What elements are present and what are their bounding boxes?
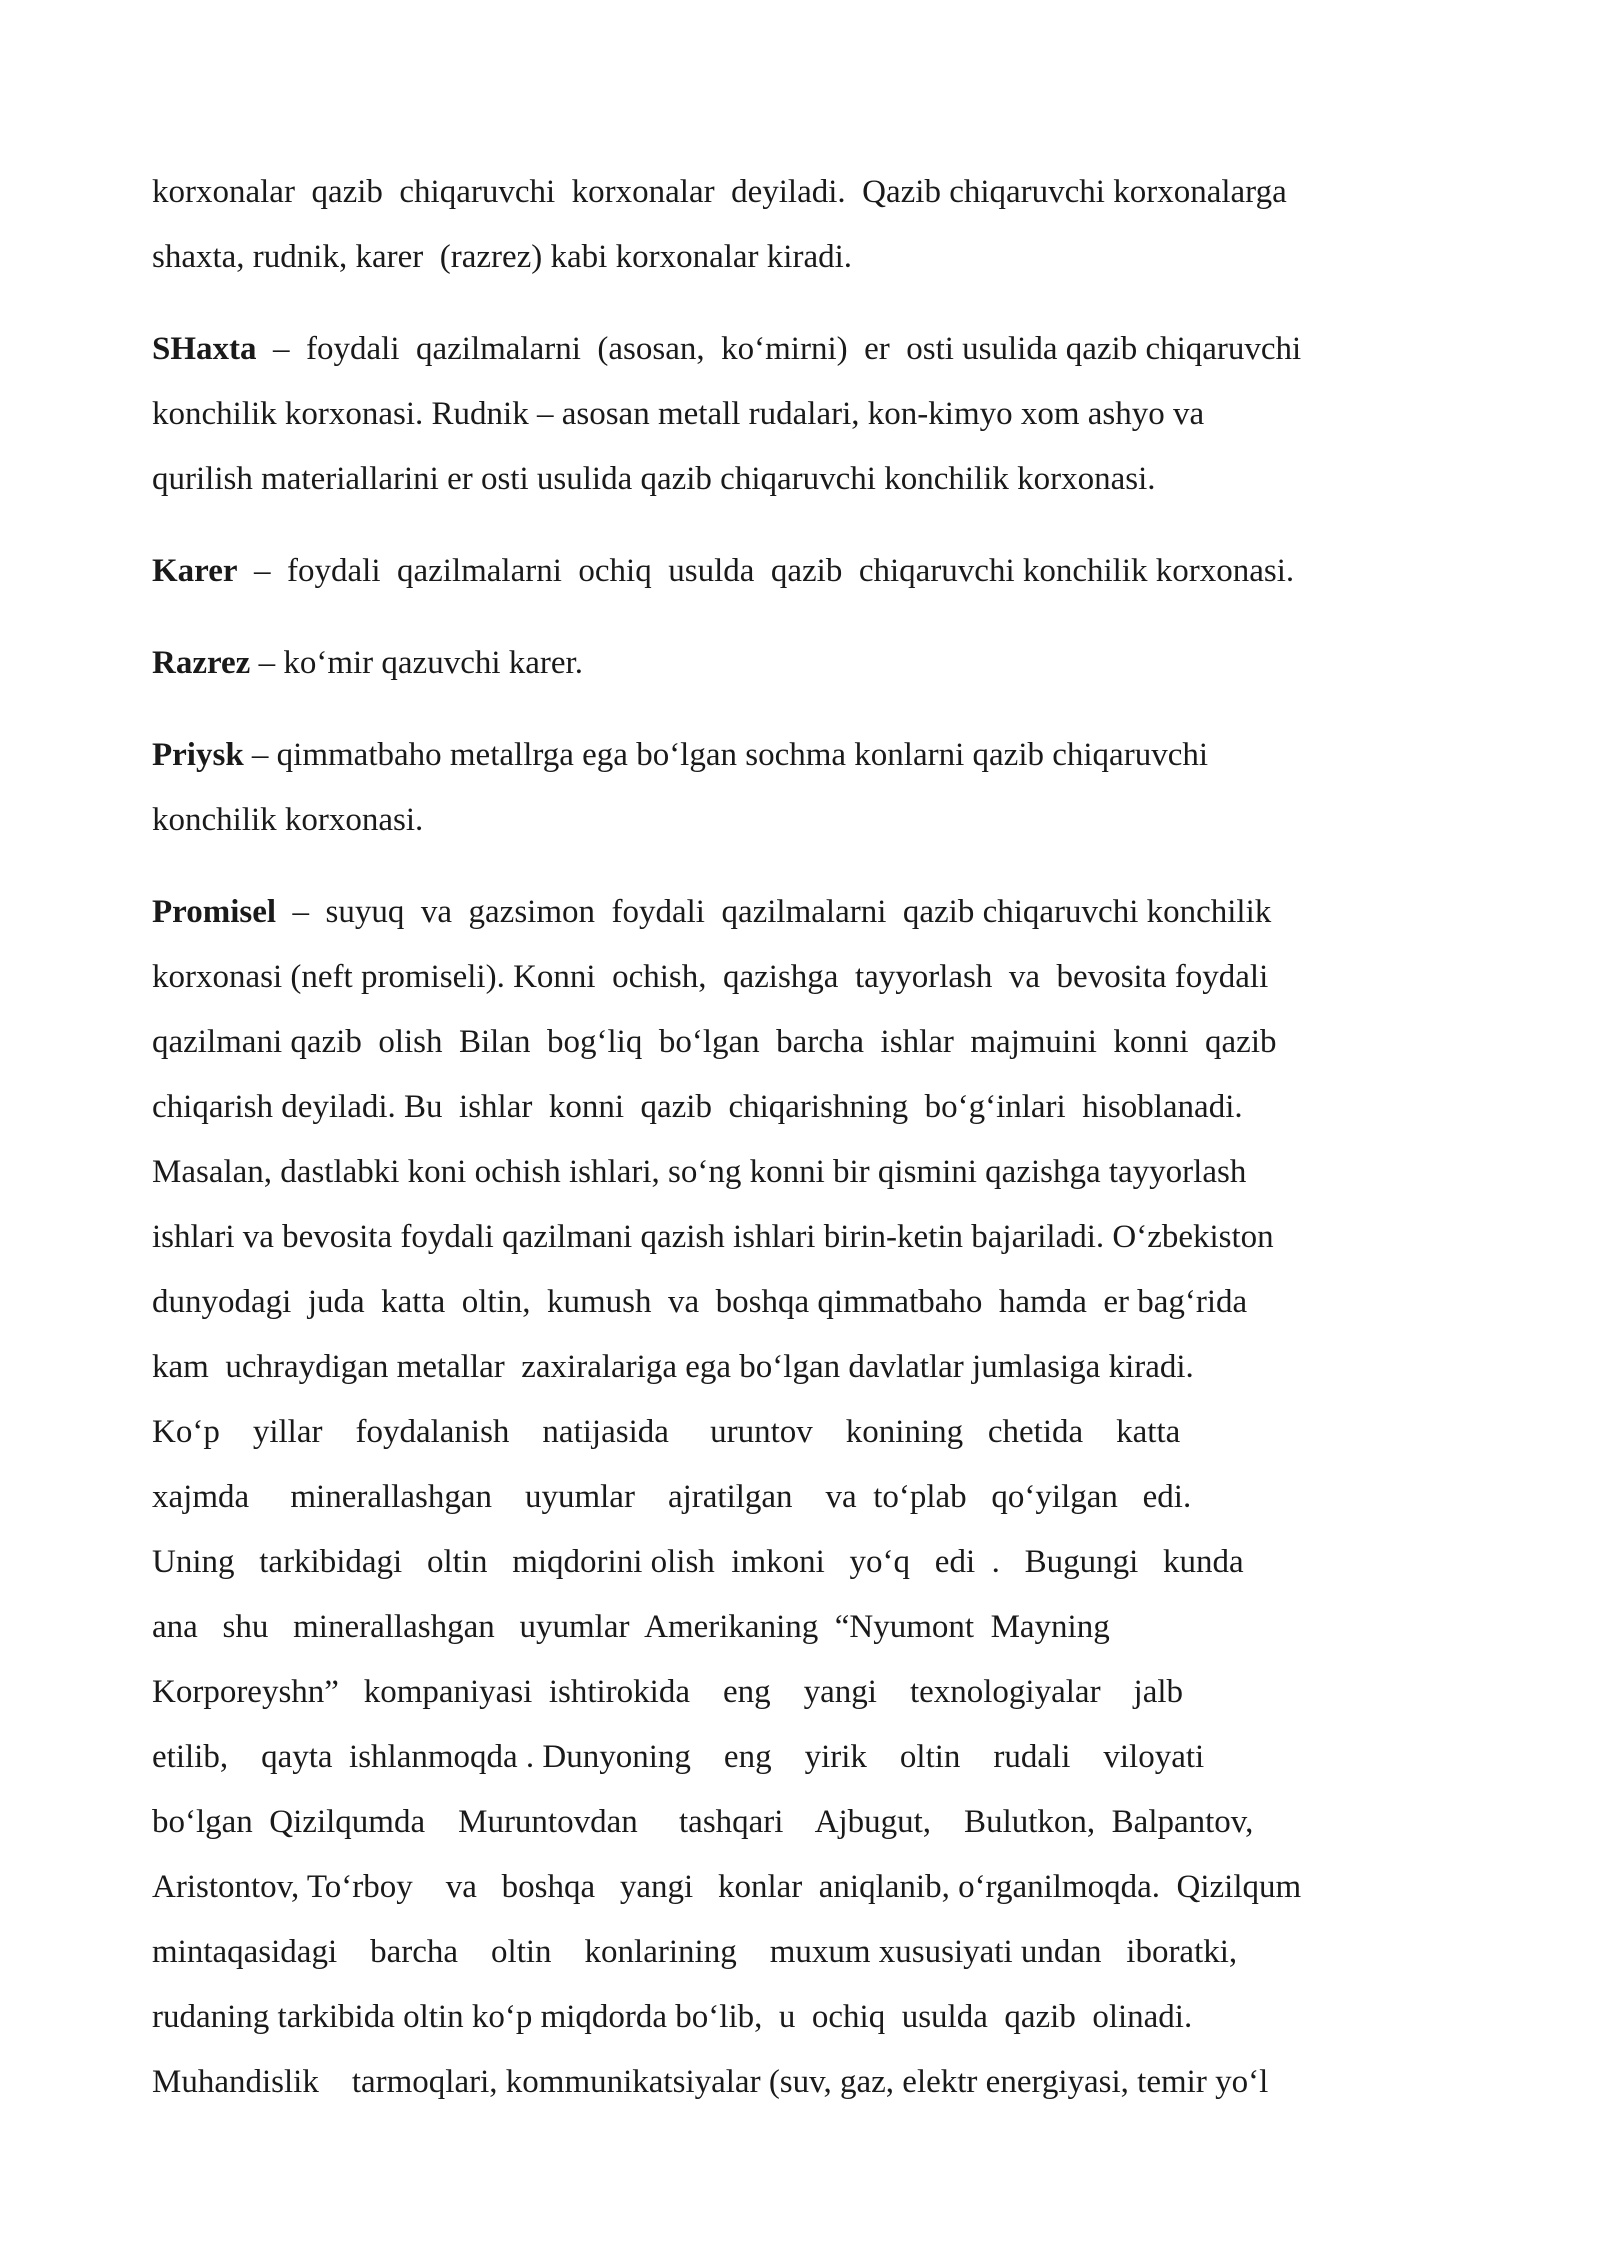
line-text: kam uchraydigan metallar zaxiralariga ega bo‘lgan davlatlar jumlasiga kiradi. (152, 1349, 1194, 1385)
text-line (152, 225, 1472, 290)
text-line (152, 1205, 1472, 1270)
text-line (152, 2050, 1472, 2115)
text-line (152, 317, 1472, 382)
term-heading: SHaxta (152, 331, 257, 367)
text-line (152, 1270, 1472, 1335)
line-text: chiqarish deyiladi. Bu ishlar konni qazib chiqarishning bo‘g‘inlari hisoblanadi. (152, 1089, 1243, 1125)
text-line (152, 1985, 1472, 2050)
text-line (152, 382, 1472, 447)
line-text: dunyodagi juda katta oltin, kumush va boshqa qimmatbaho hamda er bag‘rida (152, 1284, 1248, 1320)
text-line (152, 880, 1472, 945)
paragraph (152, 160, 1472, 290)
text-line (152, 1400, 1472, 1465)
paragraph (152, 317, 1472, 512)
text-line (152, 1920, 1472, 1985)
text-line (152, 1010, 1472, 1075)
line-text: Korporeyshn” kompaniyasi ishtirokida eng yangi texnologiyalar jalb (152, 1674, 1184, 1710)
text-line (152, 1660, 1472, 1725)
line-text: Uning tarkibidagi oltin miqdorini olish imkoni yo‘q edi . Bugungi kunda (152, 1544, 1244, 1580)
line-text: Ko‘p yillar foydalanish natijasida uruntov konining chetida katta (152, 1414, 1181, 1450)
paragraph (152, 880, 1472, 2115)
text-line (152, 1595, 1472, 1660)
line-text: konchilik korxonasi. Rudnik – asosan metall rudalari, kon-kimyo xom ashyo va (152, 396, 1205, 432)
line-text: Aristontov, To‘rboy va boshqa yangi konlar aniqlanib, o‘rganilmoqda. Qizilqum (152, 1869, 1302, 1905)
line-text: shaxta, rudnik, karer (razrez) kabi korxonalar kiradi. (152, 239, 853, 275)
text-line (152, 723, 1472, 788)
text-line (152, 1465, 1472, 1530)
text-line (152, 788, 1472, 853)
text-line (152, 1530, 1472, 1595)
term-heading: Razrez (152, 645, 251, 681)
paragraph (152, 539, 1472, 604)
line-text: qazilmani qazib olish Bilan bog‘liq bo‘lgan barcha ishlar majmuini konni qazib (152, 1024, 1277, 1060)
line-text: korxonalar qazib chiqaruvchi korxonalar deyiladi. Qazib chiqaruvchi korxonalarga (152, 174, 1287, 210)
term-heading: Priysk (152, 737, 244, 773)
line-text: – qimmatbaho metallrga ega bo‘lgan sochma konlarni qazib chiqaruvchi (243, 737, 1209, 773)
line-text: mintaqasidagi barcha oltin konlarining muxum xususiyati undan iboratki, (152, 1934, 1238, 1970)
term-heading: Promisel (152, 894, 277, 930)
text-line (152, 1790, 1472, 1855)
term-heading: Karer (152, 553, 238, 589)
line-text: – suyuq va gazsimon foydali qazilmalarni qazib chiqaruvchi konchilik (276, 894, 1272, 930)
line-text: ishlari va bevosita foydali qazilmani qazish ishlari birin-ketin bajariladi. O‘zbekiston (152, 1219, 1274, 1255)
line-text: konchilik korxonasi. (152, 802, 424, 838)
line-text: Masalan, dastlabki koni ochish ishlari, so‘ng konni bir qismini qazishga tayyorlash (152, 1154, 1247, 1190)
text-line (152, 539, 1472, 604)
line-text: rudaning tarkibida oltin ko‘p miqdorda bo‘lib, u ochiq usulda qazib olinadi. (152, 1999, 1193, 2035)
text-line (152, 447, 1472, 512)
text-line (152, 631, 1472, 696)
text-line (152, 1335, 1472, 1400)
text-line (152, 1140, 1472, 1205)
text-line (152, 1075, 1472, 1140)
line-text: ana shu minerallashgan uyumlar Amerikaning “Nyumont Mayning (152, 1609, 1110, 1645)
document-body (152, 160, 1472, 2142)
line-text: – foydali qazilmalarni ochiq usulda qazib chiqaruvchi konchilik korxonasi. (237, 553, 1295, 589)
line-text: Muhandislik tarmoqlari, kommunikatsiyalar (suv, gaz, elektr energiyasi, temir yo‘l (152, 2064, 1269, 2100)
text-line (152, 160, 1472, 225)
paragraph (152, 631, 1472, 696)
line-text: xajmda minerallashgan uyumlar ajratilgan va to‘plab qo‘yilgan edi. (152, 1479, 1192, 1515)
line-text: etilib, qayta ishlanmoqda . Dunyoning eng yirik oltin rudali viloyati (152, 1739, 1205, 1775)
text-line (152, 1855, 1472, 1920)
line-text: qurilish materiallarini er osti usulida qazib chiqaruvchi konchilik korxonasi. (152, 461, 1156, 497)
text-line (152, 945, 1472, 1010)
line-text: – foydali qazilmalarni (asosan, ko‘mirni) er osti usulida qazib chiqaruvchi (256, 331, 1302, 367)
line-text: – ko‘mir qazuvchi karer. (250, 645, 583, 681)
text-line (152, 1725, 1472, 1790)
line-text: korxonasi (neft promiseli). Konni ochish, qazishga tayyorlash va bevosita foydali (152, 959, 1269, 995)
line-text: bo‘lgan Qizilqumda Muruntovdan tashqari Ajbugut, Bulutkon, Balpantov, (152, 1804, 1254, 1840)
paragraph (152, 723, 1472, 853)
